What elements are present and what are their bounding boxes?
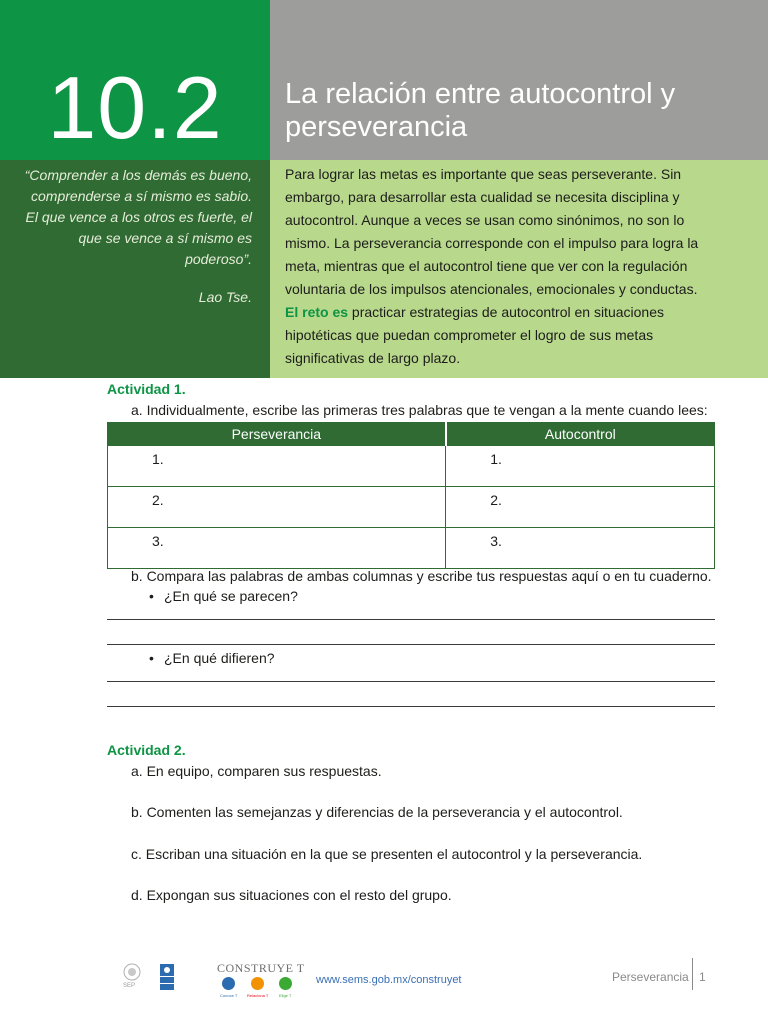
answer-line[interactable] — [107, 619, 715, 620]
question-differences: ¿En qué difieren? — [164, 650, 275, 666]
conoce-label: Conoce T — [220, 993, 238, 998]
activity-1-a: a. Individualmente, escribe las primeras tres palabras que te vengan a la mente cuando lees: — [131, 402, 708, 418]
intro-text — [285, 163, 715, 370]
table-cell[interactable]: 2. — [108, 487, 446, 528]
bullet: • — [149, 650, 154, 666]
brand-name: CONSTRUYE T — [217, 961, 305, 975]
table-header-autocontrol: Autocontrol — [446, 423, 715, 446]
quote-author: Lao Tse. — [198, 289, 252, 305]
bullet: • — [149, 588, 154, 604]
answer-line[interactable] — [107, 706, 715, 707]
answer-line[interactable] — [107, 644, 715, 645]
table-row — [108, 528, 715, 569]
relaciona-label: Relaciona T — [247, 993, 269, 998]
page-title: La relación entre autocontrol y perseverancia — [285, 78, 676, 143]
words-table — [107, 422, 715, 569]
table-header-perseverancia: Perseverancia — [108, 423, 446, 446]
footer-url-link[interactable]: www.sems.gob.mx/construyet — [316, 974, 462, 986]
activity-1-b: b. Compara las palabras de ambas columnas y escribe tus respuestas aquí o en tu cuaderno. — [131, 568, 712, 584]
activity-1-title: Actividad 1. — [107, 381, 186, 397]
table-cell[interactable]: 3. — [446, 528, 715, 569]
footer-subject: Perseverancia — [612, 970, 689, 984]
quote-text: “Comprender a los demás es bueno, comprenderse a sí mismo es sabio. El que vence a los otros es fuerte, el que se vence a sí mismo es poderoso”. — [24, 167, 252, 267]
activity-2-item: b. Comenten las semejanzas y diferencias de la perseverancia y el autocontrol. — [131, 804, 623, 820]
reto-text: practicar estrategias de autocontrol en situaciones hipotéticas que puedan comprometer el logro de sus metas significativas de largo plazo. — [285, 304, 664, 366]
conoce-icon — [222, 977, 235, 990]
intro-paragraph: Para lograr las metas es importante que seas perseverante. Sin embargo, para desarrollar esta cualidad se necesita disciplina y autocontrol. Aunque a veces se usan como sinónimos, no son lo mismo. La perseverancia corresponde con el impulso para logra la meta, mientras que el autocontrol tiene que ver con la regulación voluntaria de los impulsos atencionales, emocionales y conductas. — [285, 166, 699, 297]
table-cell[interactable]: 3. — [108, 528, 446, 569]
sep-label: SEP — [123, 983, 136, 989]
activity-2-item: c. Escriban una situación en la que se presenten el autocontrol y la perseverancia. — [131, 846, 643, 862]
activity-2-title: Actividad 2. — [107, 742, 186, 758]
table-cell[interactable]: 2. — [446, 487, 715, 528]
undp-logo-icon — [160, 964, 174, 990]
activity-2-item: a. En equipo, comparen sus respuestas. — [131, 763, 382, 779]
table-cell[interactable]: 1. — [108, 446, 446, 487]
table-row — [108, 446, 715, 487]
brand-icons — [222, 977, 302, 1001]
reto-label: El reto es — [285, 304, 349, 320]
page-number: 1 — [699, 970, 706, 984]
answer-line[interactable] — [107, 681, 715, 682]
relaciona-icon — [251, 977, 264, 990]
elige-label: Elige T — [279, 993, 292, 998]
activity-2-item: d. Expongan sus situaciones con el resto del grupo. — [131, 887, 452, 903]
undp-logo — [160, 964, 174, 990]
question-similarities: ¿En qué se parecen? — [164, 588, 298, 604]
footer-divider — [692, 958, 693, 990]
sep-logo — [120, 962, 144, 992]
table-row — [108, 487, 715, 528]
table-cell[interactable]: 1. — [446, 446, 715, 487]
elige-icon — [279, 977, 292, 990]
section-number: 10.2 — [47, 58, 223, 157]
